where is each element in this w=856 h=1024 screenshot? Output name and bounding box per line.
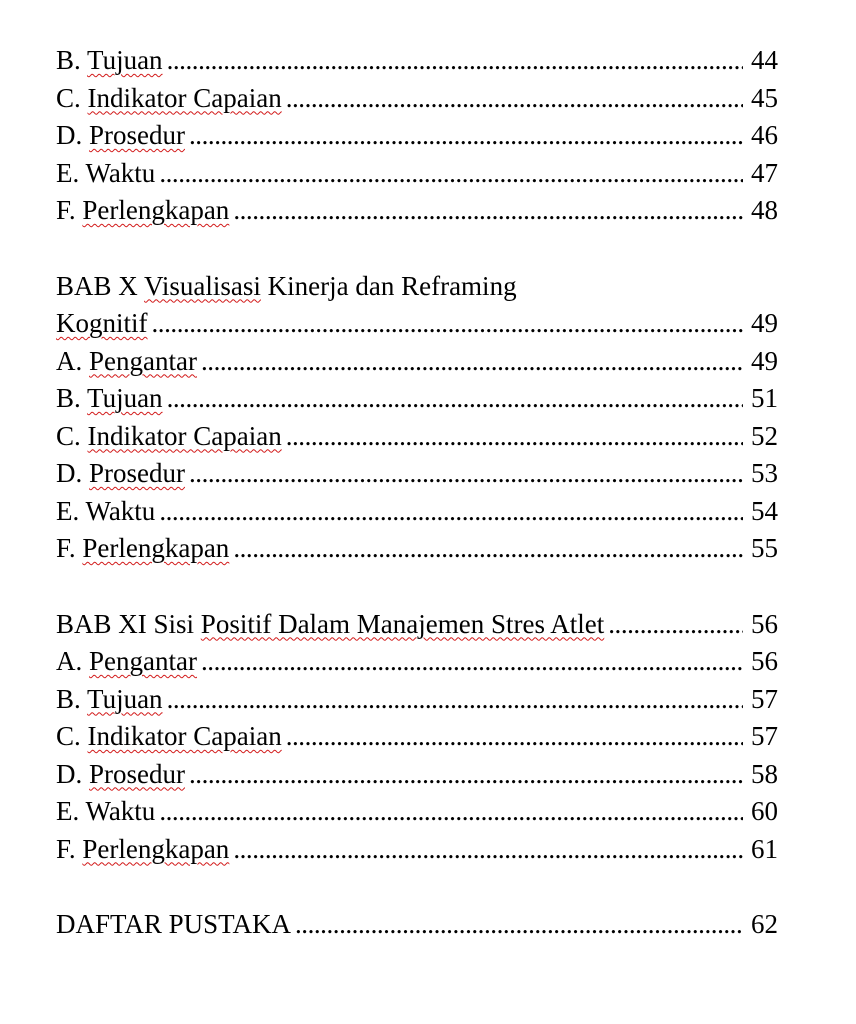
toc-entry-label: B. Tujuan (56, 683, 163, 714)
toc-entry-label: C. Indikator Capaian (56, 721, 282, 751)
toc-page-number: 52 (751, 420, 778, 451)
toc-chapter-title-bab-x[interactable]: BAB X Visualisasi Kinerja dan Reframing (56, 270, 517, 301)
toc-page-number: 57 (751, 683, 778, 714)
toc-page-number: 47 (751, 157, 778, 188)
toc-entry-tujuan[interactable] (56, 681, 778, 719)
toc-entry-label: DAFTAR PUSTAKA (56, 909, 291, 939)
toc-entry-perlengkapan[interactable] (56, 831, 778, 869)
toc-entry-indikator-capaian[interactable] (56, 418, 778, 456)
dot-leader (189, 455, 743, 493)
toc-page-number: 53 (751, 458, 778, 488)
toc-page-number: 51 (751, 383, 778, 413)
dot-leader (159, 493, 743, 531)
toc-page-number: 56 (751, 646, 778, 676)
dot-leader (167, 380, 743, 418)
toc-entry-prosedur[interactable] (56, 756, 778, 794)
toc-entry-label: C. Indikator Capaian (56, 420, 282, 451)
toc-entry-label: F. Perlengkapan (56, 533, 230, 563)
dot-leader (167, 42, 743, 80)
toc-entry-label: F. Perlengkapan (56, 833, 230, 864)
dot-leader (189, 756, 743, 794)
toc-entry-label: B. Tujuan (56, 45, 163, 75)
toc-entry-tujuan[interactable] (56, 42, 778, 80)
toc-page-number: 49 (751, 308, 778, 338)
toc-entry-label: E. Waktu (56, 157, 156, 188)
toc-entry-label: E. Waktu (56, 495, 156, 526)
toc-page-number: 56 (751, 608, 778, 639)
toc-page-number: 62 (751, 909, 778, 939)
dot-leader (233, 192, 743, 230)
dot-leader (189, 117, 743, 155)
toc-page-number: 58 (751, 758, 778, 789)
section-gap (56, 868, 778, 906)
toc-entry-perlengkapan[interactable] (56, 530, 778, 568)
toc-page-number: 61 (751, 833, 778, 864)
toc-entry-label: D. Prosedur (56, 120, 185, 150)
toc-entry-label: A. Pengantar (56, 345, 197, 376)
toc-entry-label: C. Indikator Capaian (56, 82, 282, 113)
toc-entry-prosedur[interactable] (56, 117, 778, 155)
toc-entry-pengantar[interactable] (56, 643, 778, 681)
toc-entry-pengantar[interactable] (56, 343, 778, 381)
toc-entry-prosedur[interactable] (56, 455, 778, 493)
dot-leader (233, 530, 743, 568)
toc-entry-label: Kognitif (56, 308, 148, 338)
dot-leader (286, 80, 743, 118)
toc-entry-perlengkapan[interactable] (56, 192, 778, 230)
toc-page-number: 57 (751, 721, 778, 751)
toc-page-number: 44 (751, 45, 778, 75)
toc-page-number: 55 (751, 533, 778, 563)
toc-page-number: 60 (751, 796, 778, 826)
toc-entry-label: D. Prosedur (56, 458, 185, 488)
toc-entry-daftar-pustaka[interactable] (56, 906, 778, 944)
toc-entry-tujuan[interactable] (56, 380, 778, 418)
toc-page-number: 45 (751, 82, 778, 113)
toc-entry-label: B. Tujuan (56, 383, 163, 413)
toc-entry-label: E. Waktu (56, 796, 156, 826)
toc-entry-indikator-capaian[interactable] (56, 80, 778, 118)
section-gap (56, 568, 778, 606)
toc-page-number: 48 (751, 195, 778, 225)
toc-entry-waktu[interactable] (56, 493, 778, 531)
dot-leader (286, 718, 743, 756)
toc-entry-label: D. Prosedur (56, 758, 185, 789)
dot-leader (201, 343, 743, 381)
dot-leader (295, 906, 743, 944)
table-of-contents (56, 42, 778, 944)
toc-entry-label: A. Pengantar (56, 646, 197, 676)
toc-entry-waktu[interactable] (56, 793, 778, 831)
toc-chapter-bab-x[interactable] (56, 305, 778, 343)
dot-leader (159, 155, 743, 193)
dot-leader (286, 418, 743, 456)
dot-leader (159, 793, 743, 831)
dot-leader (608, 606, 743, 644)
toc-entry-waktu[interactable] (56, 155, 778, 193)
toc-page-number: 46 (751, 120, 778, 150)
dot-leader (233, 831, 743, 869)
section-gap (56, 230, 778, 268)
toc-page-number: 54 (751, 495, 778, 526)
toc-page-number: 49 (751, 345, 778, 376)
toc-entry-label: BAB XI Sisi Positif Dalam Manajemen Stres Atlet (56, 608, 605, 639)
toc-entry-label: F. Perlengkapan (56, 195, 230, 225)
dot-leader (201, 643, 743, 681)
dot-leader (152, 305, 744, 343)
dot-leader (167, 681, 743, 719)
toc-chapter-bab-xi[interactable] (56, 606, 778, 644)
toc-entry-indikator-capaian[interactable] (56, 718, 778, 756)
